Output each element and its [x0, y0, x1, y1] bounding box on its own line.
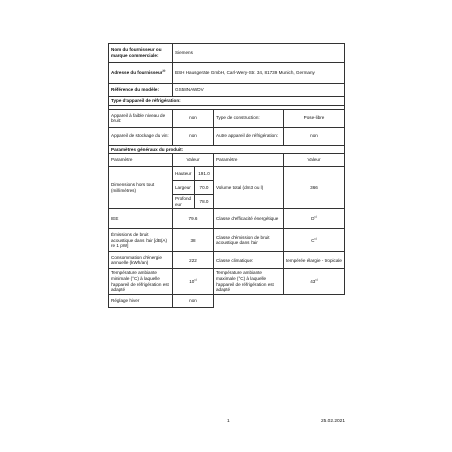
low-noise-label: Appareil à faible niveau de bruit: — [109, 109, 173, 127]
consumption-label: Consommation d'énergie annuelle (kWh/an) — [109, 252, 173, 269]
dimensions-label: Dimensions hors tout (millimètres) — [109, 167, 173, 209]
energy-class-value: $D^{c)}$ — [284, 209, 345, 229]
appliance-type-heading-row — [109, 97, 345, 106]
noise-class-value: $C^{c)}$ — [284, 229, 345, 252]
width-label: Largeur — [173, 181, 195, 195]
noise-row — [109, 229, 345, 252]
climate-class-value: tempérée élargie - tropicale — [284, 252, 345, 269]
wine-storage-value: non — [173, 127, 214, 145]
construction-label: Type de construction: — [214, 109, 284, 127]
other-appliance-label: Autre appareil de réfrigération: — [214, 127, 284, 145]
low-noise-row — [109, 109, 345, 127]
max-temp-label: Température ambiante maximale (°C) à laquelle l'appareil de réfrigération est adapté — [214, 269, 284, 294]
wine-storage-row — [109, 127, 345, 145]
supplier-name-value: Siemens — [173, 44, 345, 63]
winter-setting-value: non — [173, 294, 214, 307]
empty-cell — [214, 294, 345, 307]
volume-label: Volume total (dm3 ou l) — [214, 167, 284, 209]
consumption-row — [109, 252, 345, 269]
supplier-name-row — [109, 44, 345, 63]
height-label: Hauteur — [173, 167, 195, 181]
noise-class-label: Classe d'émission de bruit acoustique dans l'air — [214, 229, 284, 252]
general-params-heading-row — [109, 145, 345, 154]
noise-value: 38 — [173, 229, 214, 252]
construction-value: Pose-libre — [284, 109, 345, 127]
max-temp-value: 43$^{c)}$ — [284, 269, 345, 294]
col-header-param2: Paramètre — [214, 154, 284, 167]
min-temp-label: Température ambiante minimale (°C) à laquelle l'appareil de réfrigération est adapté — [109, 269, 173, 294]
document-date: 25.02.2021 — [321, 419, 346, 424]
col-header-param: Paramètre — [109, 154, 173, 167]
wine-storage-label: Appareil de stockage du vin: — [109, 127, 173, 145]
depth-label: Profondeur — [173, 195, 195, 209]
low-noise-value: non — [173, 109, 214, 127]
supplier-address-value: BSH Hausgeräte GmbH, Carl-Wery-Str. 34, 81739 Munich, Germany — [173, 63, 345, 84]
height-value: 191.0 — [195, 167, 214, 181]
winter-setting-label: Réglage hiver — [109, 294, 173, 307]
col-header-value2: Valeur — [284, 154, 345, 167]
supplier-address-row — [109, 63, 345, 84]
min-temp-value: 10$^{c)}$ — [173, 269, 214, 294]
volume-value: 366 — [284, 167, 345, 209]
supplier-name-label: Nom du fournisseur ou marque commerciale: — [109, 44, 173, 63]
model-label: Référence du modèle: — [109, 84, 173, 97]
other-appliance-value: non — [284, 127, 345, 145]
model-row — [109, 84, 345, 97]
energy-class-label: Classe d'efficacité énergétique — [214, 209, 284, 229]
dimensions-height-row — [109, 167, 345, 181]
eei-label: IEE — [109, 209, 173, 229]
appliance-type-heading: Type d'appareil de réfrigération: — [109, 97, 345, 106]
climate-class-label: Classe climatique: — [214, 252, 284, 269]
winter-setting-row — [109, 294, 345, 307]
ambient-temp-row — [109, 269, 345, 294]
col-header-value: Valeur — [173, 154, 214, 167]
width-value: 70.0 — [195, 181, 214, 195]
eei-value: 79.6 — [173, 209, 214, 229]
model-value: GS58NAWDV — [173, 84, 345, 97]
product-info-sheet — [108, 43, 345, 308]
general-params-heading: Paramètres généraux du produit: — [109, 145, 345, 154]
noise-label: Émissions de bruit acoustique dans l'air [dB(A) re 1 pW] — [109, 229, 173, 252]
page-number: 1 — [227, 419, 230, 424]
general-params-header-row — [109, 154, 345, 167]
depth-value: 78.0 — [195, 195, 214, 209]
consumption-value: 222 — [173, 252, 214, 269]
eei-row — [109, 209, 345, 229]
supplier-address-label: Adresse du fournisseur$^{b)}$ — [109, 63, 173, 84]
